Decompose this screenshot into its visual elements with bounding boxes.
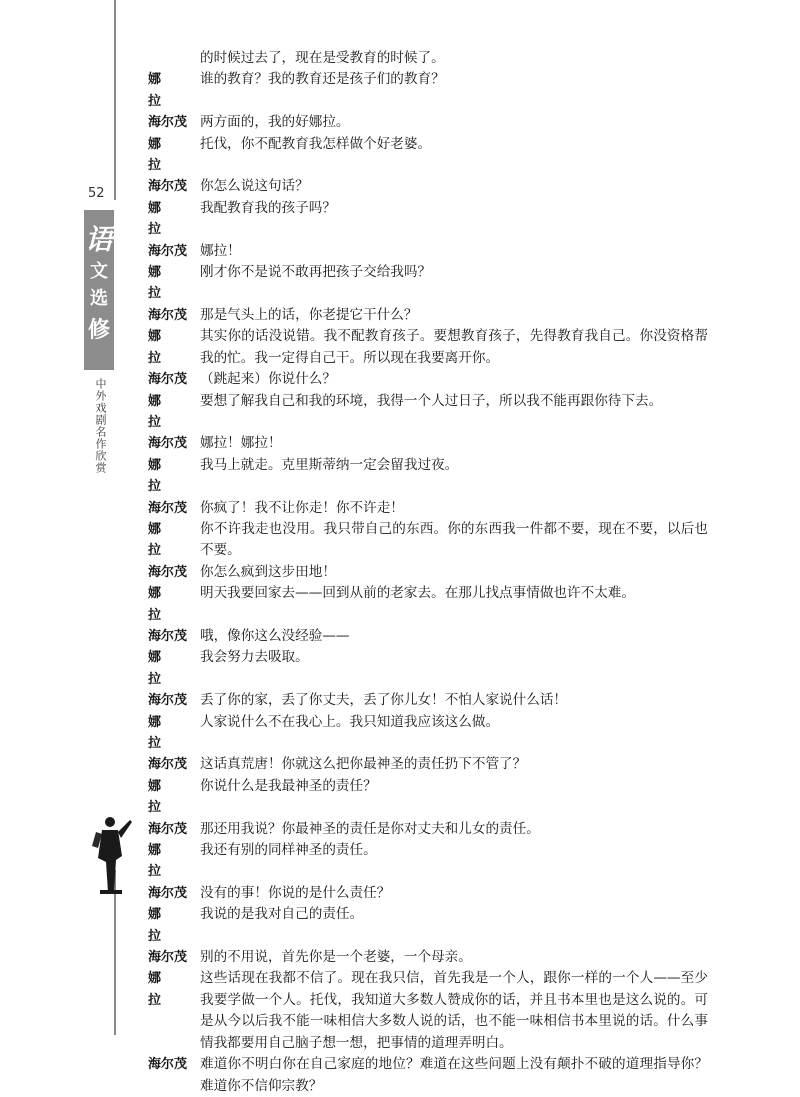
dialogue-text: 我还有别的同样神圣的责任。 (200, 842, 377, 859)
speaker-name: 娜拉 (148, 393, 176, 430)
side-title-char: 语 (84, 223, 113, 256)
dialogue-line (148, 69, 708, 112)
dialogue-line (148, 583, 708, 626)
margin-rule-bottom (114, 870, 116, 1035)
dialogue-text: 你怎么说这句话？ (200, 178, 309, 195)
speaker-name: 娜拉 (148, 971, 176, 1008)
speaker-name: 娜拉 (148, 265, 176, 302)
dialogue-text: 托伐，你不配教育我怎样做个好老婆。 (200, 135, 432, 152)
speaker-name: 海尔茂 (148, 115, 188, 131)
dialogue-line (148, 241, 708, 262)
speaker-name: 娜拉 (148, 650, 176, 687)
speaker-name: 海尔茂 (148, 372, 188, 388)
dialogue-text: 你说什么是我最神圣的责任？ (200, 777, 377, 794)
speaker-name: 娜拉 (148, 136, 176, 174)
speaker-name: 海尔茂 (148, 628, 188, 644)
dialogue-line (148, 712, 708, 755)
dialogue-text: 我说的是我对自己的责任。 (200, 906, 364, 923)
dialogue-line (148, 433, 708, 454)
dialogue-text: 人家说什么不在我心上。我只知道我应该这么做。 (200, 713, 500, 730)
dialogue-text: 其实你的话没说错。我不配教育孩子。要想教育孩子，先得教育我自己。你没资格帮我的忙。我一定得自己干。所以现在我要离开你。 (200, 328, 708, 366)
speaker-name: 海尔茂 (148, 1057, 188, 1073)
dialogue-text: 没有的事！你说的是什么责任？ (200, 884, 391, 901)
speaker-name: 海尔茂 (148, 693, 188, 709)
speaker-name: 海尔茂 (148, 757, 188, 773)
dialogue-line (148, 1054, 708, 1097)
dialogue-text: 的时候过去了，现在是受教育的时候了。 (200, 50, 445, 66)
speaker-name: 娜拉 (148, 329, 176, 366)
dialogue-line (148, 369, 708, 390)
dialogue-text: 明天我要回家去——回到从前的老家去。在那儿找点事情做也许不太难。 (200, 585, 635, 602)
dialogue-line (148, 455, 708, 498)
dialogue-text: 娜拉！娜拉！ (200, 435, 282, 452)
dialogue-line (148, 754, 708, 775)
side-title-char: 选 (90, 287, 108, 309)
dialogue-text: （跳起来）你说什么？ (200, 371, 336, 388)
dialogue-line (148, 819, 708, 840)
speaker-name: 海尔茂 (148, 950, 188, 966)
dialogue-text: 你不许我走也没用。我只带自己的东西。你的东西我一件都不要，现在不要，以后也不要。 (200, 520, 708, 559)
dialogue-text: 娜拉！ (200, 242, 241, 259)
dialogue-line (148, 947, 708, 968)
speaker-name: 海尔茂 (148, 500, 188, 516)
margin-rule-top (114, 0, 116, 200)
dialogue-line (148, 626, 708, 647)
dialogue-text: 要想了解我自己和我的环境，我得一个人过日子，所以我不能再跟你待下去。 (200, 392, 663, 409)
speaker-name: 娜拉 (148, 72, 176, 109)
statue-figure-icon (88, 812, 132, 894)
dialogue-line (148, 562, 708, 583)
dialogue-text: 这些话现在我都不信了。现在我只信，首先我是一个人，跟你一样的一个人——至少我要学做一个人。托伐，我知道大多数人赞成你的话，并且书本里也是这么说的。可是从今以后我不能一味相信大多数人说的话，也不能一味相信书本里说的话。什么事情我都要用自己脑子想一想，把事情的道理弄明白。 (200, 970, 708, 1051)
dialogue-text: 刚才你不是说不敢再把孩子交给我吗？ (200, 264, 432, 281)
speaker-name: 海尔茂 (148, 564, 188, 580)
opening-line (148, 48, 708, 69)
side-title-char: 文 (90, 261, 108, 283)
dialogue-line (148, 519, 708, 562)
speaker-name: 娜拉 (148, 457, 176, 495)
dialogue-text: 丢了你的家，丢了你丈夫，丢了你儿女！不怕人家说什么话！ (200, 692, 568, 709)
side-title-char: 修 (87, 316, 110, 343)
dialogue-text: 我会努力去吸取。 (200, 649, 309, 666)
dialogue-text: 两方面的，我的好娜拉。 (200, 114, 350, 131)
dialogue-text: 谁的教育？我的教育还是孩子们的教育？ (200, 71, 445, 88)
dialogue-text: 你怎么疯到这步田地！ (200, 563, 336, 580)
dialogue-line (148, 326, 708, 369)
speaker-name: 娜拉 (148, 907, 176, 944)
dialogue-text: 我马上就走。克里斯蒂纳一定会留我过夜。 (200, 456, 459, 473)
dialogue-line (148, 498, 708, 519)
dialogue-line (148, 198, 708, 241)
side-subtitle: 中外戏剧名作欣赏 (94, 378, 107, 474)
dialogue-text: 你疯了！我不让你走！你不许走！ (200, 499, 404, 516)
dialogue-line (148, 112, 708, 133)
page-number: 52 (88, 186, 105, 201)
speaker-name: 海尔茂 (148, 885, 188, 901)
speaker-name: 娜拉 (148, 778, 176, 816)
dialogue-line (148, 840, 708, 883)
dialogue-line (148, 391, 708, 434)
speaker-name: 海尔茂 (148, 307, 188, 323)
dialogue-text: 我配教育我的孩子吗？ (200, 199, 336, 216)
speaker-name: 海尔茂 (148, 179, 188, 195)
dialogue-line (148, 776, 708, 819)
dialogue-body (148, 48, 708, 1097)
dialogue-text: 那还用我说？你最神圣的责任是你对丈夫和儿女的责任。 (200, 820, 540, 837)
speaker-name: 海尔茂 (148, 821, 188, 837)
speaker-name: 娜拉 (148, 843, 176, 880)
dialogue-line (148, 134, 708, 177)
dialogue-line (148, 647, 708, 690)
dialogue-line (148, 690, 708, 711)
dialogue-line (148, 968, 708, 1054)
dialogue-line (148, 262, 708, 305)
dialogue-lines (148, 69, 708, 1097)
dialogue-line (148, 176, 708, 197)
dialogue-text: 难道你不明白你在自己家庭的地位？难道在这些问题上没有颠扑不破的道理指导你？难道你不信仰宗教？ (200, 1056, 708, 1094)
dialogue-text: 别的不用说，首先你是一个老婆，一个母亲。 (200, 949, 472, 966)
speaker-name: 娜拉 (148, 521, 176, 559)
speaker-name: 海尔茂 (148, 243, 188, 259)
dialogue-line (148, 305, 708, 326)
dialogue-text: 哦，像你这么没经验—— (200, 627, 350, 644)
speaker-name: 海尔茂 (148, 436, 188, 452)
speaker-name: 娜拉 (148, 586, 176, 623)
speaker-name: 娜拉 (148, 200, 176, 238)
dialogue-line (148, 883, 708, 904)
dialogue-line (148, 904, 708, 947)
dialogue-text: 这话真荒唐！你就这么把你最神圣的责任扔下不管了？ (200, 756, 527, 773)
side-section-tab (84, 210, 114, 370)
speaker-name: 娜拉 (148, 714, 176, 751)
dialogue-text: 那是气头上的话，你老提它干什么？ (200, 306, 418, 323)
